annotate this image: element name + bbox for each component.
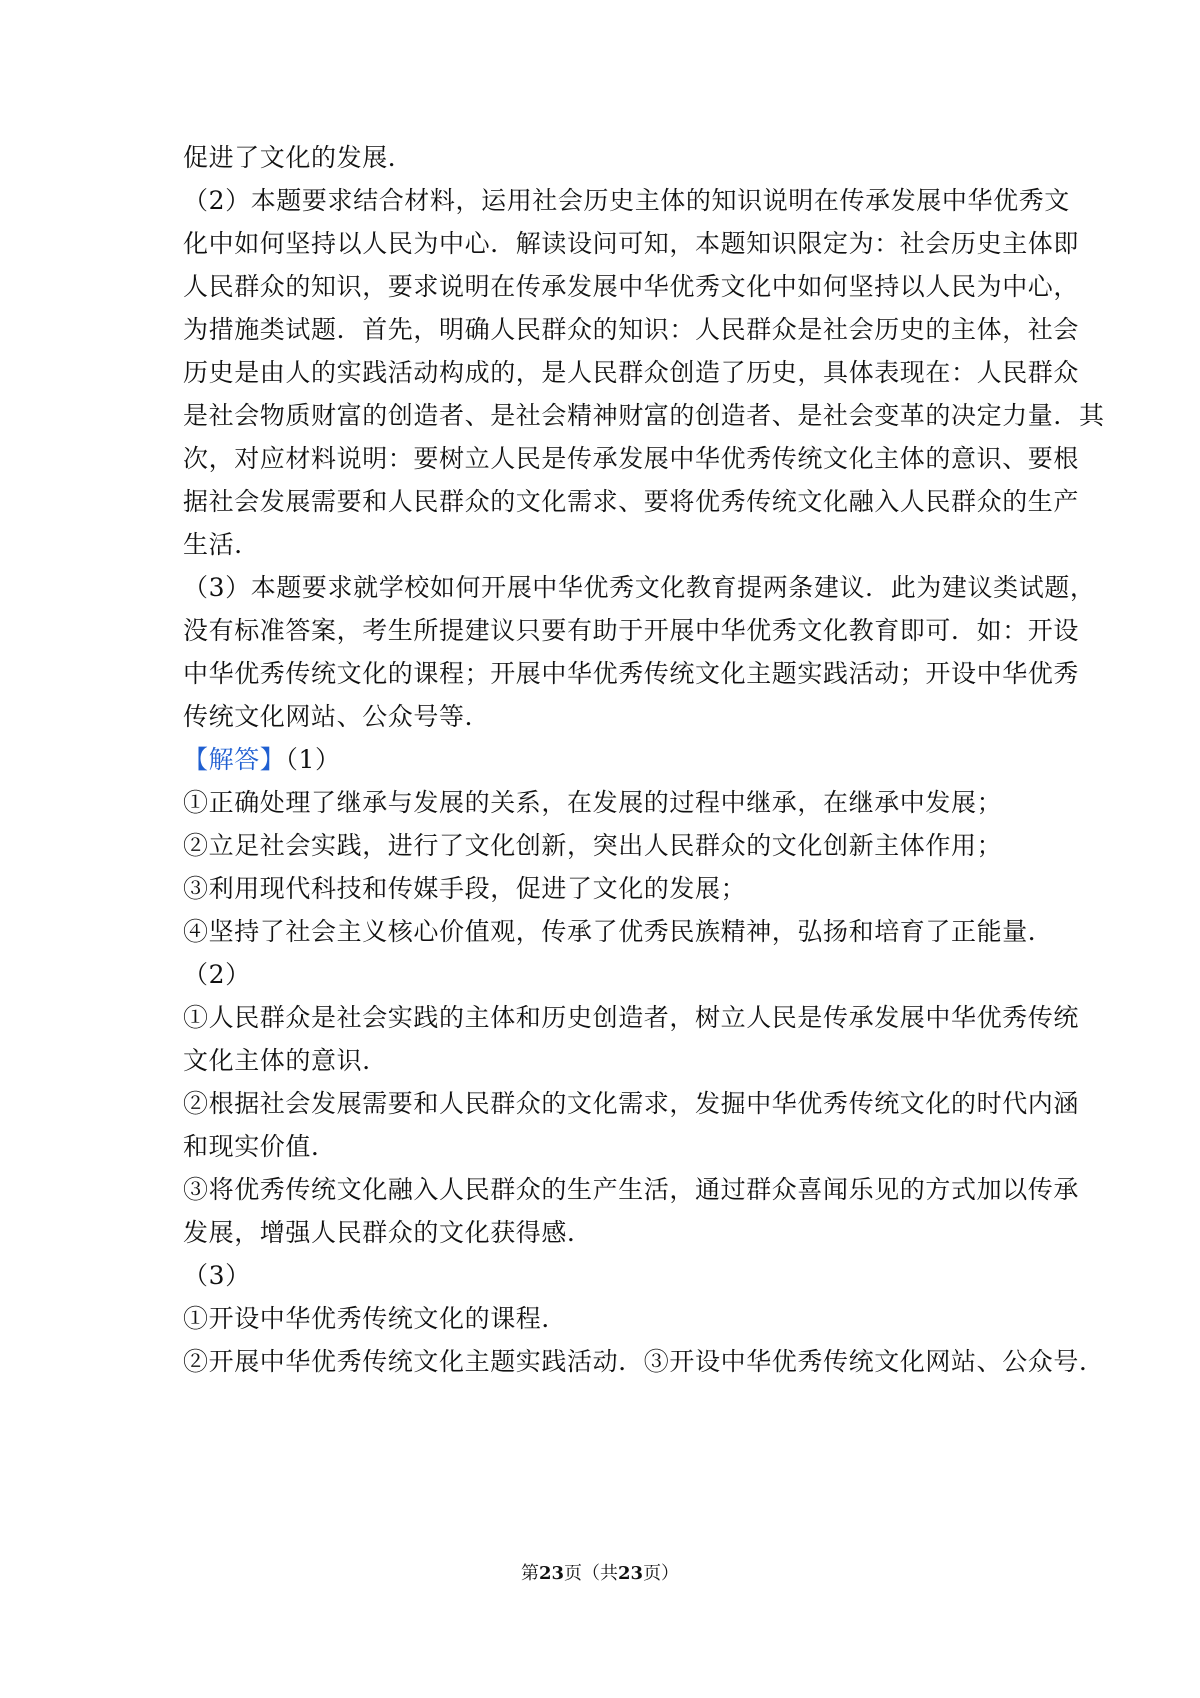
answer-heading <box>183 742 1023 778</box>
answer-part2-number: （2） <box>183 960 251 989</box>
paragraph-line: 是社会物质财富的创造者、是社会精神财富的创造者、是社会变革的决定力量．其 <box>183 401 1105 430</box>
paragraph-line: （3）本题要求就学校如何开展中华优秀文化教育提两条建议．此为建议类试题， <box>183 573 1096 602</box>
answer-label: 【解答】 <box>183 745 286 774</box>
paragraph-line: 为措施类试题．首先，明确人民群众的知识：人民群众是社会历史的主体，社会 <box>183 315 1080 344</box>
answer-part1-item: ④坚持了社会主义核心价值观，传承了优秀民族精神，弘扬和培育了正能量． <box>183 917 1054 946</box>
paragraph-line: 没有标准答案，考生所提建议只要有助于开展中华优秀文化教育即可．如：开设 <box>183 616 1080 645</box>
paragraph-line: 历史是由人的实践活动构成的，是人民群众创造了历史，具体表现在：人民群众 <box>183 358 1080 387</box>
footer-page-number: 23 <box>538 1563 564 1584</box>
paragraph-line: 据社会发展需要和人民群众的文化需求、要将优秀传统文化融入人民群众的生产 <box>183 487 1080 516</box>
paragraph-line: 中华优秀传统文化的课程；开展中华优秀传统文化主题实践活动；开设中华优秀 <box>183 659 1080 688</box>
answer-part3-number: （3） <box>183 1261 251 1290</box>
paragraph-line: 生活． <box>183 530 260 559</box>
paragraph-line: 人民群众的知识，要求说明在传承发展中华优秀文化中如何坚持以人民为中心， <box>183 272 1080 301</box>
answer-part1-item: ①正确处理了继承与发展的关系，在发展的过程中继承，在继承中发展； <box>183 788 1003 817</box>
answer-part2-line: 和现实价值． <box>183 1132 337 1161</box>
answer-part1-number: （1） <box>285 745 341 774</box>
paragraph-line: 次，对应材料说明：要树立人民是传承发展中华优秀传统文化主体的意识、要根 <box>183 444 1080 473</box>
answer-part3-line: ②开展中华优秀传统文化主题实践活动．③开设中华优秀传统文化网站、公众号． <box>183 1347 1105 1376</box>
footer-middle: 页（共 <box>564 1563 618 1584</box>
paragraph-line: 传统文化网站、公众号等． <box>183 702 491 731</box>
page-footer <box>0 1562 1200 1586</box>
answer-part2-line: ①人民群众是社会实践的主体和历史创造者，树立人民是传承发展中华优秀传统 <box>183 1003 1080 1032</box>
answer-part1-item: ③利用现代科技和传媒手段，促进了文化的发展； <box>183 874 747 903</box>
answer-part2-line: ③将优秀传统文化融入人民群众的生产生活，通过群众喜闻乐见的方式加以传承 <box>183 1175 1080 1204</box>
footer-total-pages: 23 <box>618 1563 644 1584</box>
answer-part1-item: ②立足社会实践，进行了文化创新，突出人民群众的文化创新主体作用； <box>183 831 1003 860</box>
answer-part2-line: ②根据社会发展需要和人民群众的文化需求，发掘中华优秀传统文化的时代内涵 <box>183 1089 1080 1118</box>
footer-prefix: 第 <box>520 1563 539 1584</box>
answer-part3-line: ①开设中华优秀传统文化的课程． <box>183 1304 568 1333</box>
paragraph-line: 化中如何坚持以人民为中心．解读设问可知，本题知识限定为：社会历史主体即 <box>183 229 1080 258</box>
footer-suffix: 页） <box>643 1563 680 1584</box>
paragraph-line: （2）本题要求结合材料，运用社会历史主体的知识说明在传承发展中华优秀文 <box>183 186 1070 215</box>
answer-part2-line: 文化主体的意识． <box>183 1046 388 1075</box>
paragraph-line: 促进了文化的发展． <box>183 143 414 172</box>
answer-part2-line: 发展，增强人民群众的文化获得感． <box>183 1218 593 1247</box>
